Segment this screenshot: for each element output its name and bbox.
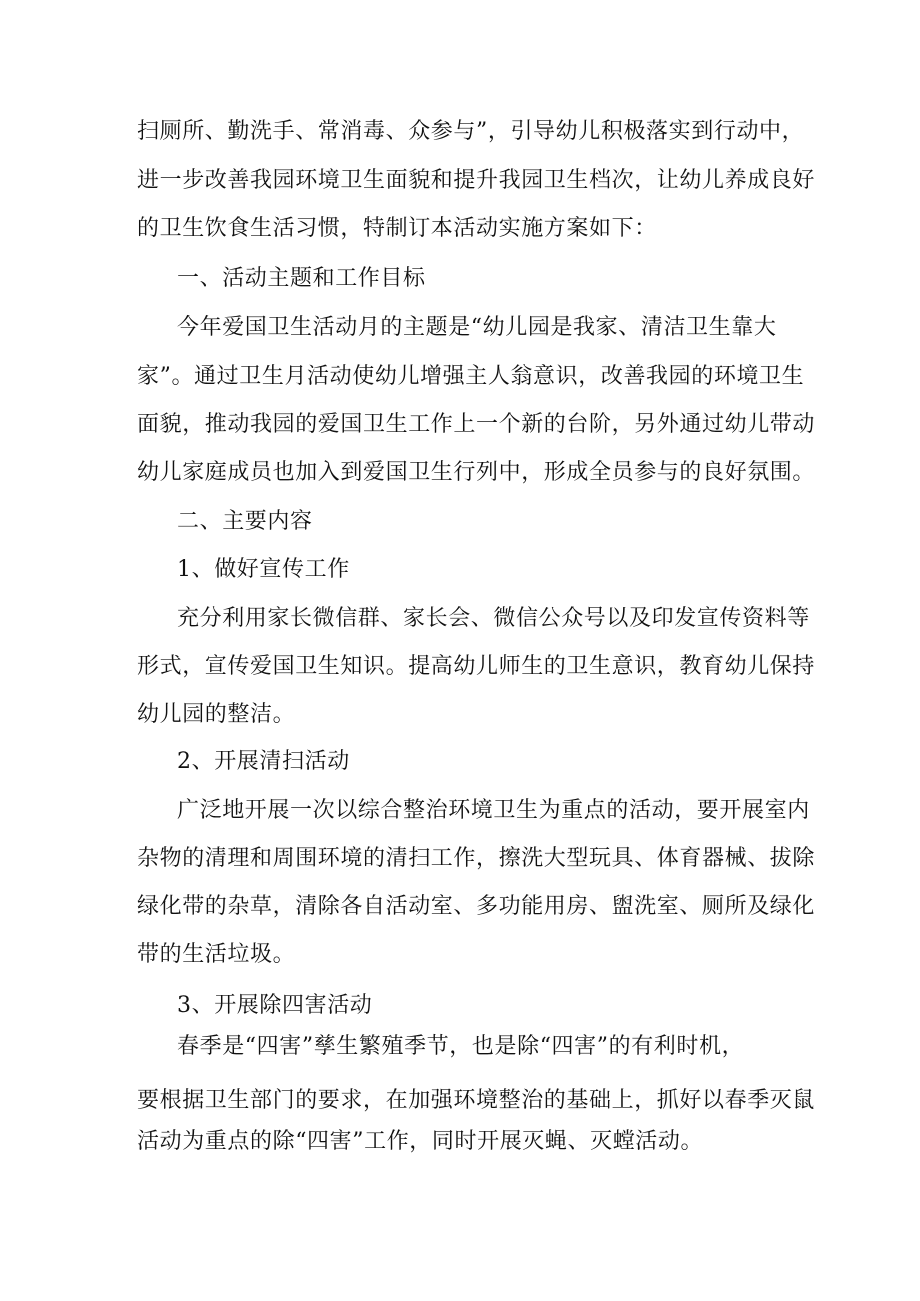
body-line: 活动为重点的除“四害”工作，同时开展灭蝇、灭螳活动。: [137, 1129, 704, 1154]
body-line: 幼儿园的整洁。: [137, 702, 296, 727]
body-line: 的卫生饮食生活习惯，特制订本活动实施方案如下：: [137, 216, 657, 241]
body-line: 面貌，推动我园的爱国卫生工作上一个新的台阶，另外通过幼儿带动: [137, 412, 816, 437]
body-line: 幼儿家庭成员也加入到爱国卫生行列中，形成全员参与的良好氛围。: [137, 460, 816, 485]
section-heading: 二、主要内容: [177, 509, 313, 534]
body-line: 扫厕所、勤洗手、常消毒、众参与”，引导幼儿积极落实到行动中，: [137, 119, 805, 144]
section-heading: 一、活动主题和工作目标: [177, 266, 426, 291]
body-line: 杂物的清理和周围环境的清扫工作，擦洗大型玩具、体育器械、拔除: [137, 846, 816, 871]
subsection-heading: 2、开展清扫活动: [177, 749, 350, 774]
body-line: 形式，宣传爱国卫生知识。提高幼儿师生的卫生意识，教育幼儿保持: [137, 654, 816, 679]
body-line: 春季是“四害”孳生繁殖季节，也是除“四害”的有利时机，: [177, 1034, 745, 1059]
body-line: 充分利用家长微信群、家长会、微信公众号以及印发宣传资料等: [177, 606, 810, 631]
body-line: 家”。通过卫生月活动使幼儿增强主人翁意识，改善我园的环境卫生: [137, 364, 805, 389]
body-line: 今年爱国卫生活动月的主题是“幼儿园是我家、清洁卫生靠大: [177, 315, 777, 340]
body-line: 广泛地开展一次以综合整治环境卫生为重点的活动，要开展室内: [177, 798, 810, 823]
body-line: 进一步改善我园环境卫生面貌和提升我园卫生档次，让幼儿养成良好: [137, 168, 816, 193]
body-line: 带的生活垃圾。: [137, 942, 296, 967]
subsection-heading: 1、做好宣传工作: [177, 557, 350, 582]
body-line: 绿化带的杂草，清除各自活动室、多功能用房、盥洗室、厕所及绿化: [137, 894, 816, 919]
body-line: 要根据卫生部门的要求，在加强环境整治的基础上，抓好以春季灭鼠: [137, 1088, 816, 1113]
subsection-heading: 3、开展除四害活动: [177, 993, 373, 1018]
